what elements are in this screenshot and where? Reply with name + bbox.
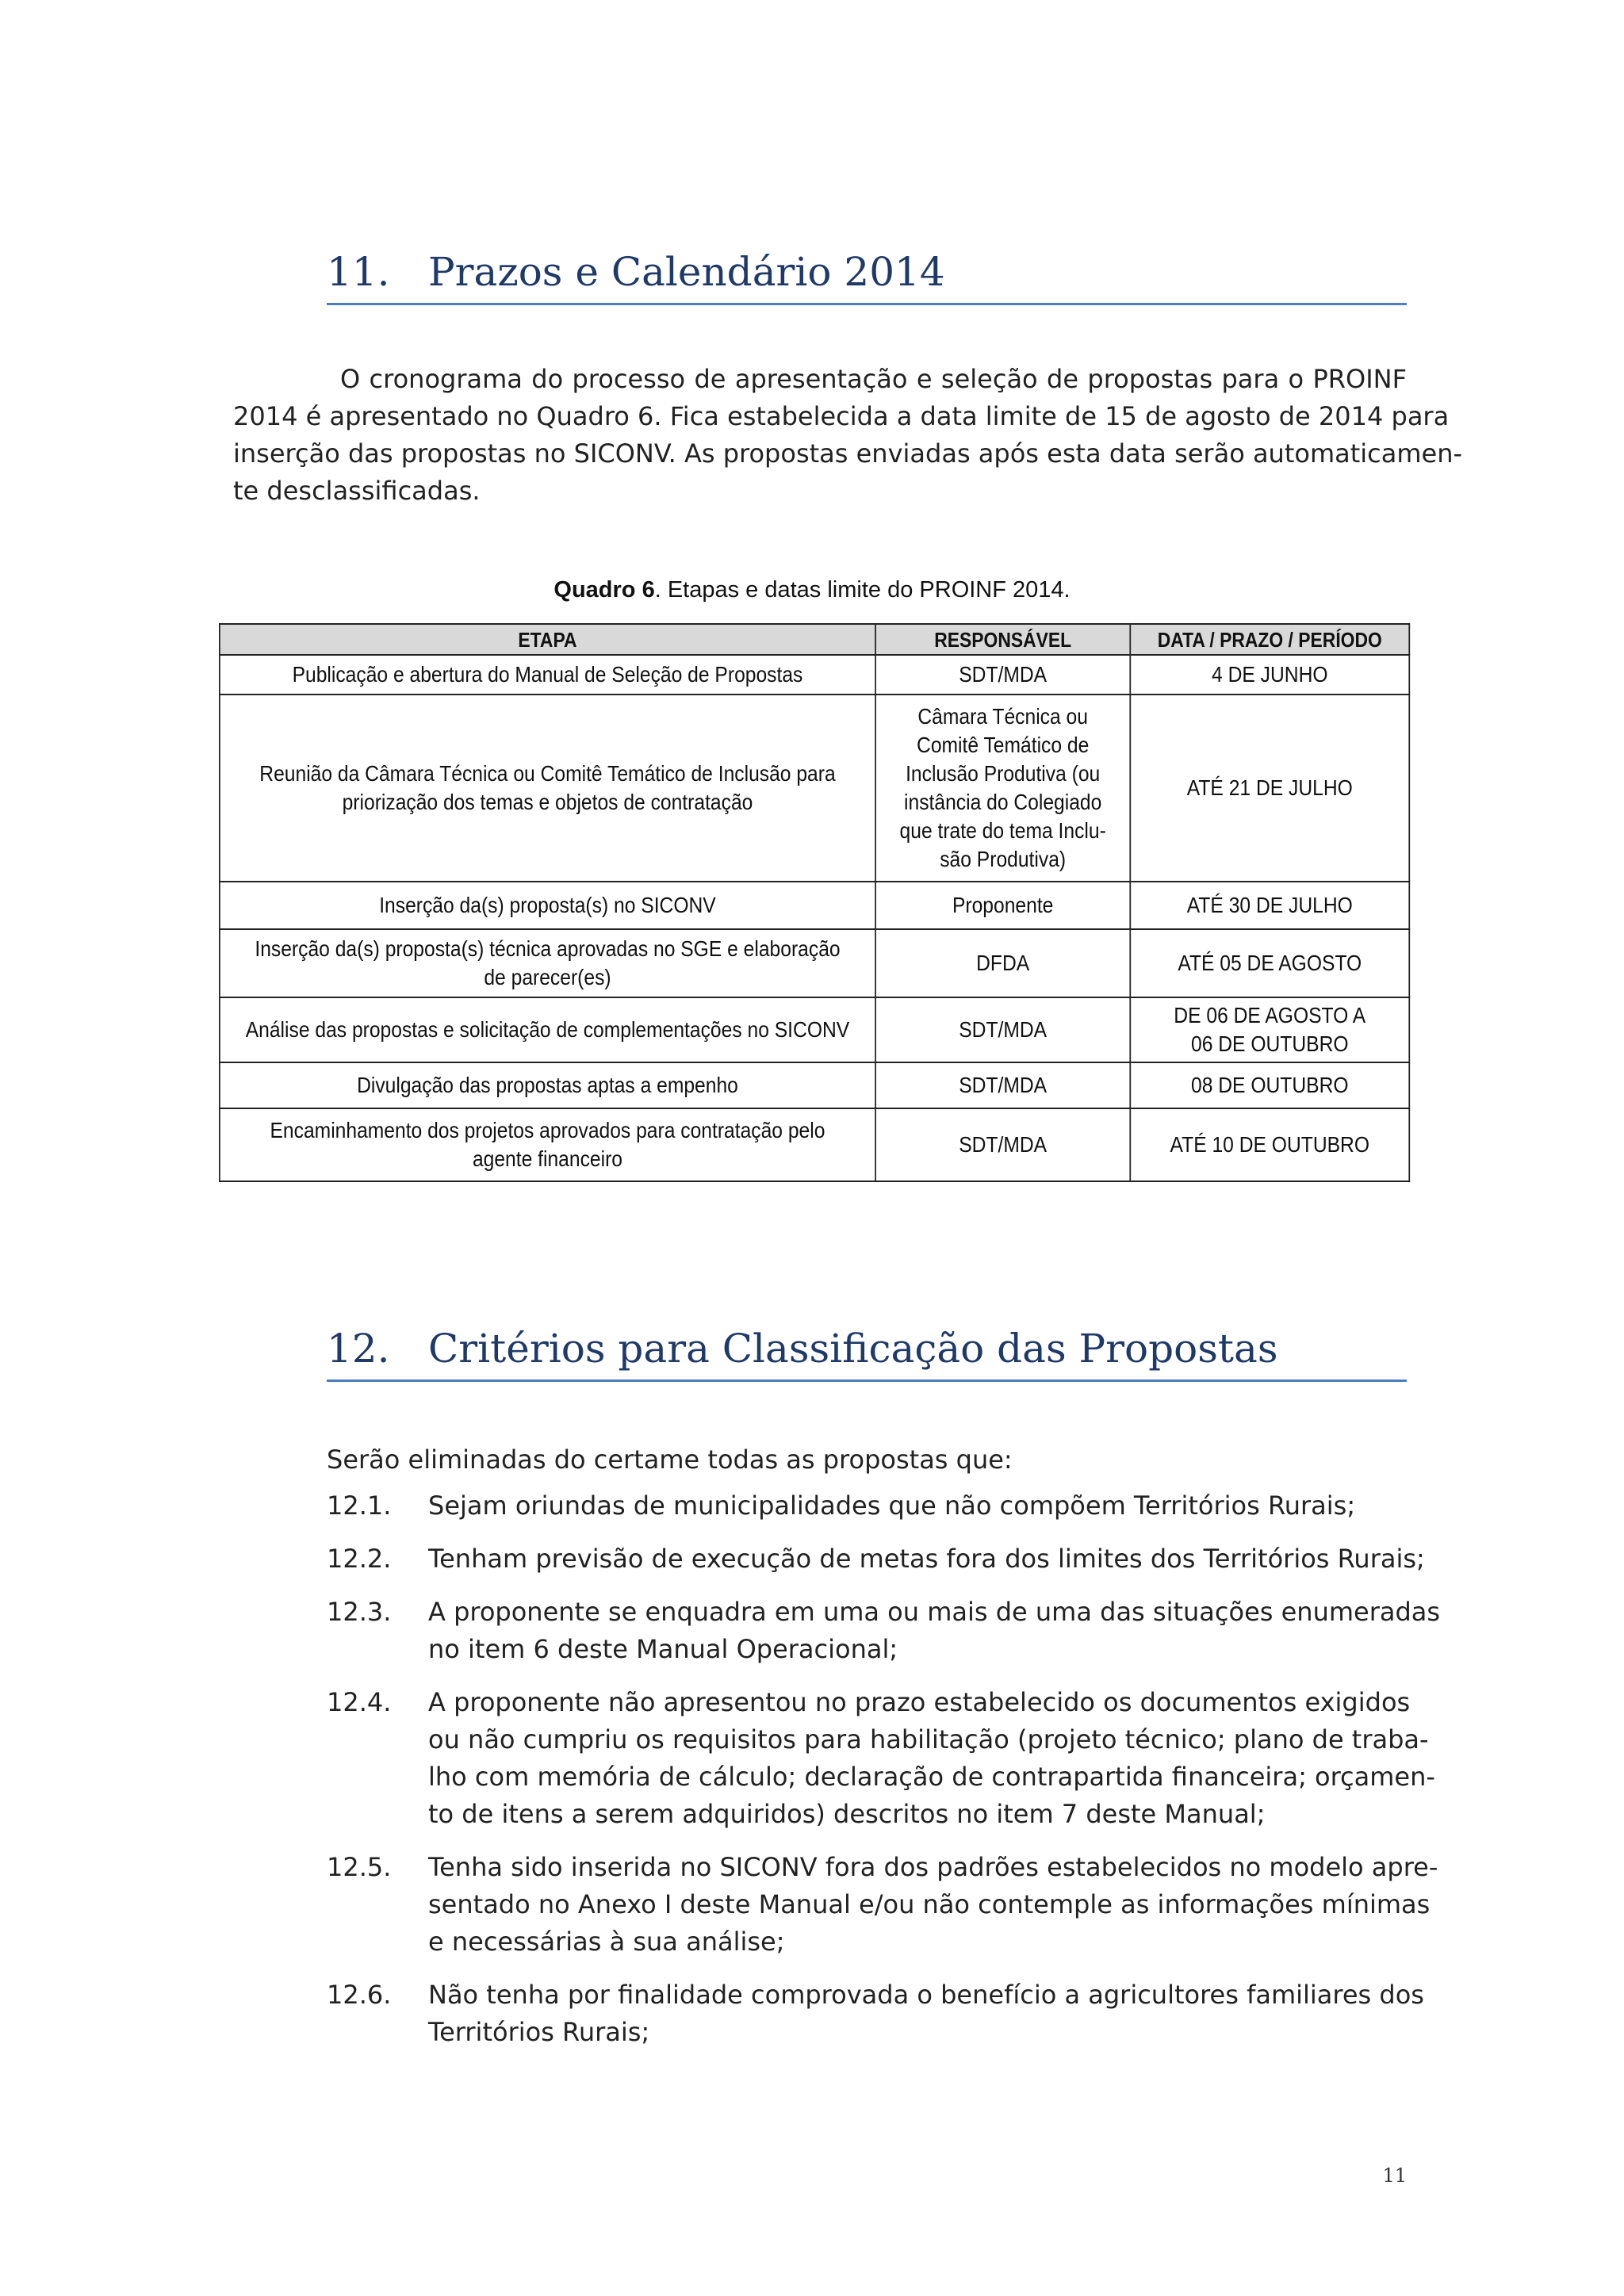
criteria-item — [327, 1487, 1407, 1525]
cell-line: Divulgação das propostas aptas a empenho — [357, 1073, 738, 1097]
cell-line: ATÉ 05 DE AGOSTO — [1178, 951, 1362, 975]
data-cell — [1130, 695, 1409, 882]
cell-line: ATÉ 21 DE JULHO — [1186, 775, 1353, 800]
caption-label: Quadro 6 — [553, 577, 655, 603]
criteria-line: e necessárias à sua análise; — [428, 1927, 785, 1957]
cell-line: de parecer(es) — [484, 965, 611, 989]
cell-line: SDT/MDA — [959, 1017, 1048, 1042]
responsavel-cell — [875, 882, 1130, 929]
table-row — [220, 1062, 1409, 1108]
criteria-number: 12.4. — [327, 1687, 392, 1717]
etapa-cell — [220, 1062, 875, 1108]
cell-line: Comitê Temático de — [917, 733, 1090, 757]
data-cell — [1130, 1108, 1409, 1181]
responsavel-cell — [875, 695, 1130, 882]
cell-line: agente financeiro — [472, 1146, 622, 1171]
criteria-line: Não tenha por finalidade comprovada o benefício a agricultores familiares dos — [428, 1980, 1424, 2010]
responsavel-cell — [875, 1062, 1130, 1108]
section-12-heading — [327, 1326, 1407, 1382]
cell-line: Proponente — [952, 893, 1054, 917]
criteria-line: Sejam oriundas de municipalidades que não compõem Territórios Rurais; — [428, 1490, 1356, 1521]
table-row — [220, 929, 1409, 997]
responsavel-cell — [875, 997, 1130, 1062]
cell-line: Análise das propostas e solicitação de complementações no SICONV — [245, 1017, 850, 1042]
responsavel-cell — [875, 929, 1130, 997]
cell-line: Inserção da(s) proposta(s) técnica aprovadas no SGE e elaboração — [255, 936, 841, 961]
criteria-list — [327, 1487, 1441, 2067]
table-header-row — [220, 624, 1409, 655]
criteria-line: A proponente se enquadra em uma ou mais de uma das situações enumeradas — [428, 1597, 1441, 1627]
criteria-item — [327, 1540, 1425, 1578]
page-number: 11 — [1382, 2164, 1407, 2187]
criteria-number: 12.5. — [327, 1852, 392, 1882]
criteria-line: lho com memória de cálculo; declaração de contrapartida financeira; orçamen- — [428, 1762, 1435, 1792]
etapa-cell — [220, 695, 875, 882]
criteria-text — [428, 1540, 1425, 1578]
criteria-line: Tenha sido inserida no SICONV fora dos padrões estabelecidos no modelo apre- — [428, 1852, 1438, 1882]
section-12-intro: Serão eliminadas do certame todas as propostas que: — [327, 1445, 1013, 1475]
cell-line: são Produtiva) — [940, 847, 1067, 871]
section-12-number: 12. — [327, 1326, 390, 1372]
etapa-cell — [220, 997, 875, 1062]
data-cell — [1130, 655, 1409, 695]
cell-line: que trate do tema Inclu- — [899, 818, 1106, 843]
responsavel-cell — [875, 655, 1130, 695]
table-caption — [0, 577, 1624, 603]
etapa-cell — [220, 882, 875, 929]
table-row — [220, 1108, 1409, 1181]
criteria-number: 12.6. — [327, 1980, 392, 2010]
data-cell — [1130, 929, 1409, 997]
section-12-title: Critérios para Classificação das Propostas — [428, 1326, 1278, 1372]
section-11-title: Prazos e Calendário 2014 — [428, 249, 945, 295]
data-cell — [1130, 882, 1409, 929]
criteria-item — [327, 1849, 1438, 1961]
criteria-line: ou não cumpriu os requisitos para habilitação (projeto técnico; plano de traba- — [428, 1724, 1429, 1755]
cell-line: instância do Colegiado — [904, 790, 1102, 814]
cell-line: Inclusão Produtiva (ou — [906, 761, 1101, 786]
table-row — [220, 882, 1409, 929]
criteria-line: Territórios Rurais; — [428, 2017, 650, 2047]
cell-line: SDT/MDA — [959, 1073, 1048, 1097]
criteria-number: 12.2. — [327, 1544, 392, 1574]
table-row — [220, 997, 1409, 1062]
data-cell — [1130, 997, 1409, 1062]
data-cell — [1130, 1062, 1409, 1108]
cell-line: Reunião da Câmara Técnica ou Comitê Temático de Inclusão para — [259, 761, 836, 786]
etapa-cell — [220, 929, 875, 997]
paragraph-line: 2014 é apresentado no Quadro 6. Fica estabelecida a data limite de 15 de agosto de 2014 para — [233, 401, 1450, 431]
cell-line: SDT/MDA — [959, 662, 1048, 687]
section-11-heading — [327, 249, 1407, 305]
section-11-paragraph — [233, 361, 1463, 510]
cell-line: 4 DE JUNHO — [1212, 662, 1328, 687]
etapa-cell — [220, 655, 875, 695]
criteria-text — [428, 1849, 1438, 1961]
header-responsavel: RESPONSÁVEL — [875, 624, 1130, 655]
cell-line: DE 06 DE AGOSTO A — [1174, 1003, 1366, 1027]
criteria-line: A proponente não apresentou no prazo estabelecido os documentos exigidos — [428, 1687, 1411, 1717]
criteria-line: sentado no Anexo I deste Manual e/ou não contemple as informações mínimas — [428, 1889, 1431, 1919]
cell-line: ATÉ 10 DE OUTUBRO — [1170, 1132, 1370, 1157]
table-row — [220, 695, 1409, 882]
cell-line: priorização dos temas e objetos de contratação — [342, 790, 753, 814]
header-data: DATA / PRAZO / PERÍODO — [1130, 624, 1409, 655]
responsavel-cell — [875, 1108, 1130, 1181]
cell-line: SDT/MDA — [959, 1132, 1048, 1157]
header-etapa: ETAPA — [220, 624, 875, 655]
criteria-text — [428, 1594, 1441, 1668]
caption-text: . Etapas e datas limite do PROINF 2014. — [654, 577, 1071, 603]
criteria-text — [428, 1487, 1407, 1525]
criteria-text — [428, 1684, 1435, 1833]
cell-line: 08 DE OUTUBRO — [1191, 1073, 1349, 1097]
section-11-number: 11. — [327, 249, 390, 295]
etapa-cell — [220, 1108, 875, 1181]
criteria-text — [428, 1976, 1424, 2051]
cell-line: Encaminhamento dos projetos aprovados para contratação pelo — [270, 1118, 825, 1142]
cell-line: Inserção da(s) proposta(s) no SICONV — [379, 893, 716, 917]
paragraph-line: te desclassificadas. — [233, 476, 481, 506]
paragraph-line: inserção das propostas no SICONV. As propostas enviadas após esta data serão automaticamen- — [233, 438, 1463, 469]
criteria-line: Tenham previsão de execução de metas fora dos limites dos Territórios Rurais; — [428, 1544, 1425, 1574]
cell-line: 06 DE OUTUBRO — [1191, 1031, 1349, 1056]
cell-line: DFDA — [976, 951, 1030, 975]
criteria-number: 12.3. — [327, 1597, 392, 1627]
cell-line: Câmara Técnica ou — [917, 704, 1088, 729]
table-row — [220, 655, 1409, 695]
paragraph-line: O cronograma do processo de apresentação e seleção de propostas para o PROINF — [340, 364, 1407, 394]
criteria-line: to de itens a serem adquiridos) descritos no item 7 deste Manual; — [428, 1799, 1266, 1829]
deadlines-table — [219, 623, 1410, 1182]
criteria-line: no item 6 deste Manual Operacional; — [428, 1634, 898, 1664]
criteria-item — [327, 1684, 1435, 1833]
cell-line: ATÉ 30 DE JULHO — [1186, 893, 1353, 917]
criteria-item — [327, 1976, 1424, 2051]
criteria-number: 12.1. — [327, 1490, 392, 1521]
criteria-item — [327, 1594, 1441, 1668]
cell-line: Publicação e abertura do Manual de Seleção de Propostas — [292, 662, 803, 687]
